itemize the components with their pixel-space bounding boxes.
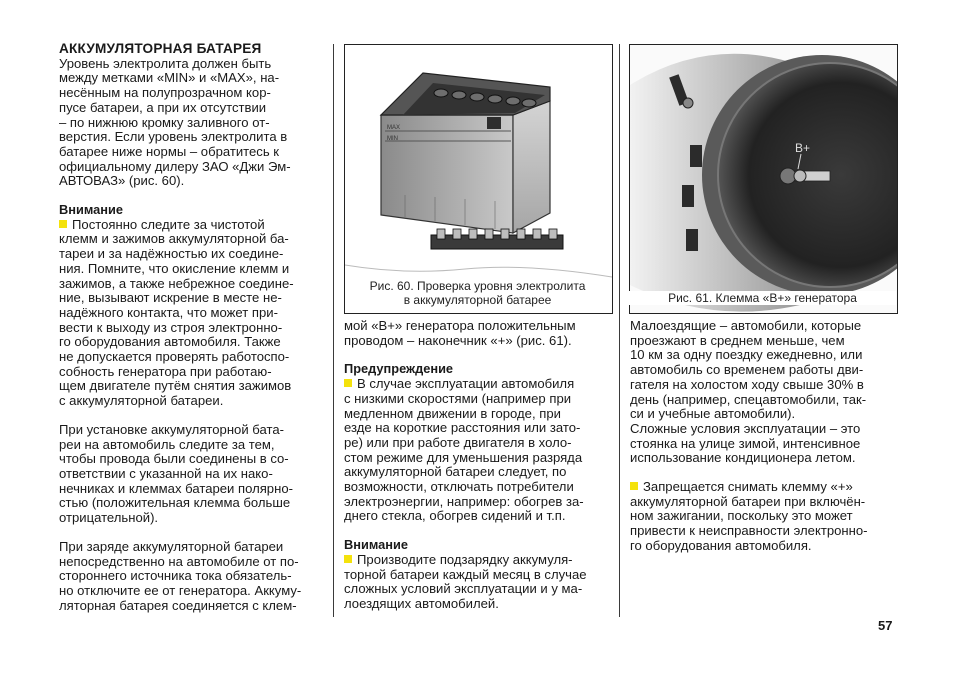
text-line: ре) или при работе двигателя в холо- [344, 434, 572, 450]
text-line: автомобиль со временем работы дви- [630, 362, 864, 378]
text-line: не допускается проверять работоспо- [59, 349, 290, 365]
paragraph-install [59, 423, 325, 526]
text-line: тареи и за надёжностью их соедине- [59, 246, 284, 262]
text-line: го оборудования автомобиля. [630, 537, 812, 553]
text-line: В случае эксплуатации автомобиля [344, 377, 610, 392]
column-divider [619, 44, 620, 617]
figure-61-caption: Рис. 61. Клемма «В+» генератора [629, 291, 896, 305]
caption-line: Рис. 60. Проверка уровня электролита [369, 279, 586, 293]
label-b-plus: B+ [795, 141, 811, 155]
text-line: Сложные условия эксплуатации – это [630, 420, 861, 436]
spacer [344, 524, 610, 538]
text-line: При установке аккумуляторной бата- [59, 421, 284, 437]
paragraph-prohibition [630, 480, 896, 554]
caution-title: Предупреждение [344, 361, 454, 377]
text-line: медленном движении в городе, при [344, 405, 561, 421]
paragraph-electrolyte [59, 57, 325, 189]
text-line: го оборудования автомобиля. Также [59, 334, 281, 350]
text-line: си и учебные автомобили). [630, 406, 796, 422]
yellow-square-marker [59, 220, 67, 228]
text-line: собность генератора при работаю- [59, 363, 272, 379]
text-line: зажимов, а также небрежное соедине- [59, 275, 294, 291]
spacer [59, 409, 325, 423]
yellow-square-marker [630, 482, 638, 490]
text-line: нечниках и клеммах батареи полярно- [59, 480, 293, 496]
text-line: Производите подзарядку аккумуля- [344, 553, 610, 568]
text-line: отрицательной). [59, 510, 159, 526]
caption-line: в аккумуляторной батарее [403, 293, 552, 307]
text-line: ния. Помните, что окисление клемм и [59, 260, 290, 276]
spacer [59, 189, 325, 203]
warning-text [59, 218, 325, 409]
text-line: Постоянно следите за чистотой [59, 218, 325, 233]
text-line: Малоездящие – автомобили, которые [630, 318, 862, 333]
text-line: официальному дилеру ЗАО «Джи Эм- [59, 158, 291, 174]
text-line: аккумуляторной батареи при включён- [630, 493, 866, 509]
generator-illustration [630, 45, 897, 313]
page-number: 57 [878, 618, 893, 633]
text-line: надёжного контакта, что может при- [59, 304, 278, 320]
text-line: непосредственно на автомобиле от по- [59, 553, 299, 569]
yellow-square-marker [344, 379, 352, 387]
column-divider [333, 44, 334, 617]
attention-title: Внимание [344, 537, 408, 553]
text-line: днего стекла, обогрев сидений и т.п. [344, 508, 566, 524]
text-line: ответствии с указанной на их нако- [59, 465, 273, 481]
figure-61-frame [629, 44, 898, 314]
section-heading: АККУМУЛЯТОРНАЯ БАТАРЕЯ [59, 41, 262, 56]
text-line: клемм и зажимов аккумуляторной ба- [59, 231, 289, 247]
text-line: стью (положительная клемма больше [59, 495, 291, 511]
spacer [344, 348, 610, 362]
text-line: день (например, спецавтомобили, так- [630, 391, 867, 407]
text-line: вести к выходу из строя электронно- [59, 319, 283, 335]
text-line: верстия. Если уровень электролита в [59, 129, 288, 145]
text-line: – по нижнюю кромку заливного от- [59, 114, 270, 130]
text-line: стоянка на улице зимой, интенсивное [630, 435, 861, 451]
text-line: мой «В+» генератора положительным [344, 318, 576, 333]
text-line: При заряде аккумуляторной батареи [59, 538, 284, 554]
text-line: щем двигателе путём снятия зажимов [59, 378, 292, 394]
text-line: гателя на холостом ходу свыше 30% в [630, 376, 864, 392]
spacer [630, 466, 896, 480]
text-line: аккумуляторной батареи следует, по [344, 464, 567, 480]
label-max: MAX [387, 125, 401, 131]
text-line: лоездящих автомобилей. [344, 595, 499, 611]
text-line: между метками «MIN» и «MAX», на- [59, 70, 280, 86]
text-line: ние, вызывают искрение в месте не- [59, 290, 282, 306]
figure-60-frame [344, 44, 613, 314]
text-line: но отключите ее от генератора. Аккуму- [59, 582, 302, 598]
text-line: стом режиме для уменьшения разряда [344, 449, 583, 465]
text-line: Уровень электролита должен быть [59, 55, 272, 71]
text-line: АВТОВАЗ» (рис. 60). [59, 173, 185, 189]
text-line: проводом – наконечник «+» (рис. 61). [344, 332, 572, 348]
figure-60-caption [344, 279, 611, 307]
text-line: ляторная батарея соединяется с клем- [59, 597, 297, 613]
text-line: электроэнергии, например: обогрев за- [344, 493, 584, 509]
text-line: возможности, отключать потребители [344, 479, 574, 495]
text-line: ном зажигании, поскольку это может [630, 508, 853, 524]
warning-title: Внимание [59, 202, 123, 218]
text-line: 10 км за одну поездку ежедневно, или [630, 347, 863, 363]
battery-illustration [345, 45, 612, 313]
column-1 [59, 42, 325, 613]
paragraph-low-mileage [630, 319, 896, 422]
text-line: Запрещается снимать клемму «+» [630, 480, 896, 495]
caution-text [344, 377, 610, 524]
text-line: торной батареи каждый месяц в случае [344, 566, 587, 582]
text-line: чтобы провода были соединены в со- [59, 451, 289, 467]
text-line: с аккумуляторной батареи. [59, 393, 224, 409]
text-line: привести к неисправности электронно- [630, 523, 868, 539]
text-line: несённым на полупрозрачном кор- [59, 85, 271, 101]
paragraph-charging [59, 540, 325, 614]
paragraph-connection [344, 319, 610, 348]
text-line: стороннего источника тока обязатель- [59, 568, 292, 584]
paragraph-harsh-conditions [630, 422, 896, 466]
label-min: MIN [387, 136, 398, 142]
text-line: реи на автомобиль следите за тем, [59, 436, 275, 452]
column-3 [630, 319, 896, 554]
yellow-square-marker [344, 555, 352, 563]
text-line: с низкими скоростями (например при [344, 390, 572, 406]
text-line: проезжают в среднем меньше, чем [630, 332, 845, 348]
text-line: батарее ниже нормы – обратитесь к [59, 143, 280, 159]
spacer [59, 526, 325, 540]
column-2 [344, 319, 610, 612]
text-line: использование кондиционера летом. [630, 450, 856, 466]
text-line: сложных условий эксплуатации и у ма- [344, 581, 583, 597]
attention-text [344, 553, 610, 612]
text-line: пусе батареи, а при их отсутствии [59, 99, 267, 115]
text-line: езде на короткие расстояния или зато- [344, 420, 581, 436]
